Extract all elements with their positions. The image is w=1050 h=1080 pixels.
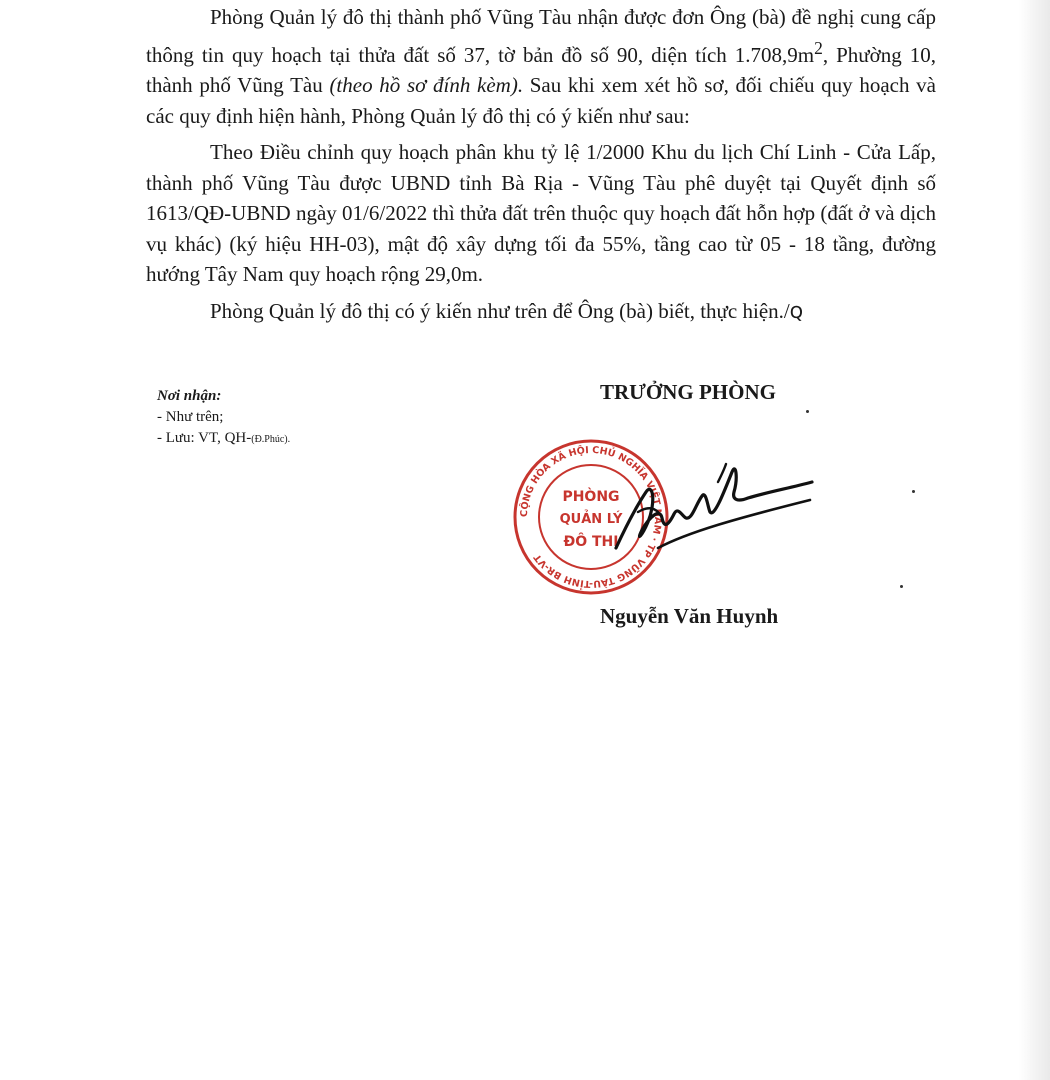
attachment-note: (theo hồ sơ đính kèm). xyxy=(329,73,524,97)
paragraph-planning-info: Theo Điều chỉnh quy hoạch phân khu tỷ lệ 1/2000 Khu du lịch Chí Linh - Cửa Lấp, thành phố Vũng Tàu được UBND tỉnh Bà Rịa - Vũng Tàu phê duyệt tại Quyết định số 1613/QĐ-UBND ngày 01/6/2022 thì thửa đất trên thuộc quy hoạch đất hỗn hợp (đất ở và dịch vụ khác) (ký hiệu HH-03), mật độ xây dựng tối đa 55%, tầng cao từ 05 - 18 tầng, đường hướng Tây Nam quy hoạch rộng 29,0m. xyxy=(146,140,936,286)
handwritten-signature xyxy=(598,452,818,562)
paragraph-request xyxy=(146,2,936,131)
paragraph-request-location: , Phường 10, thành phố Vũng Tàu xyxy=(146,42,936,97)
initial-mark: ꞯ xyxy=(789,298,804,323)
signer-name: Nguyễn Văn Huynh xyxy=(600,604,779,628)
recipient-item: - Như trên; xyxy=(157,409,224,425)
stamp-line-3: ĐÔ THỊ xyxy=(563,534,619,550)
paragraph-closing xyxy=(146,296,936,327)
paragraph-request-text: Phòng Quản lý đô thị thành phố Vũng Tàu nhận được đơn Ông (bà) đề nghị cung cấp thông tin quy hoạch tại thửa đất số 37, tờ bản đồ số 90, diện tích 1.708,9m xyxy=(146,5,936,67)
scan-speck xyxy=(912,490,915,493)
scan-speck xyxy=(806,410,809,413)
recipients-label: Nơi nhận: xyxy=(157,388,222,404)
signer-title: TRƯỞNG PHÒNG xyxy=(600,380,776,404)
paragraph-closing-text: Phòng Quản lý đô thị có ý kiến như trên để Ông (bà) biết, thực hiện./ xyxy=(210,298,790,323)
paragraph-request-conclusion: Sau khi xem xét hồ sơ, đối chiếu quy hoạch và các quy định hiện hành, Phòng Quản lý đô thị có ý kiến như sau: xyxy=(146,73,936,128)
stamp-line-2: QUẢN LÝ xyxy=(559,512,623,527)
recipient-archive: - Lưu: VT, QH- xyxy=(157,430,252,446)
recipient-item xyxy=(157,428,290,450)
stamp-line-1: PHÒNG xyxy=(562,489,620,505)
scan-speck xyxy=(900,585,903,588)
signature-underline xyxy=(658,500,810,548)
stamp-ring-text: CỘNG HÒA XÃ HỘI CHỦ NGHĨA VIỆT NAM · TP VŨNG TÀU-TỈNH BR-VT xyxy=(518,444,664,590)
recipients-block xyxy=(157,386,290,450)
document-body xyxy=(146,2,936,326)
area-unit-superscript: 2 xyxy=(814,37,823,58)
recipient-archive-note: (Đ.Phúc). xyxy=(251,434,291,445)
